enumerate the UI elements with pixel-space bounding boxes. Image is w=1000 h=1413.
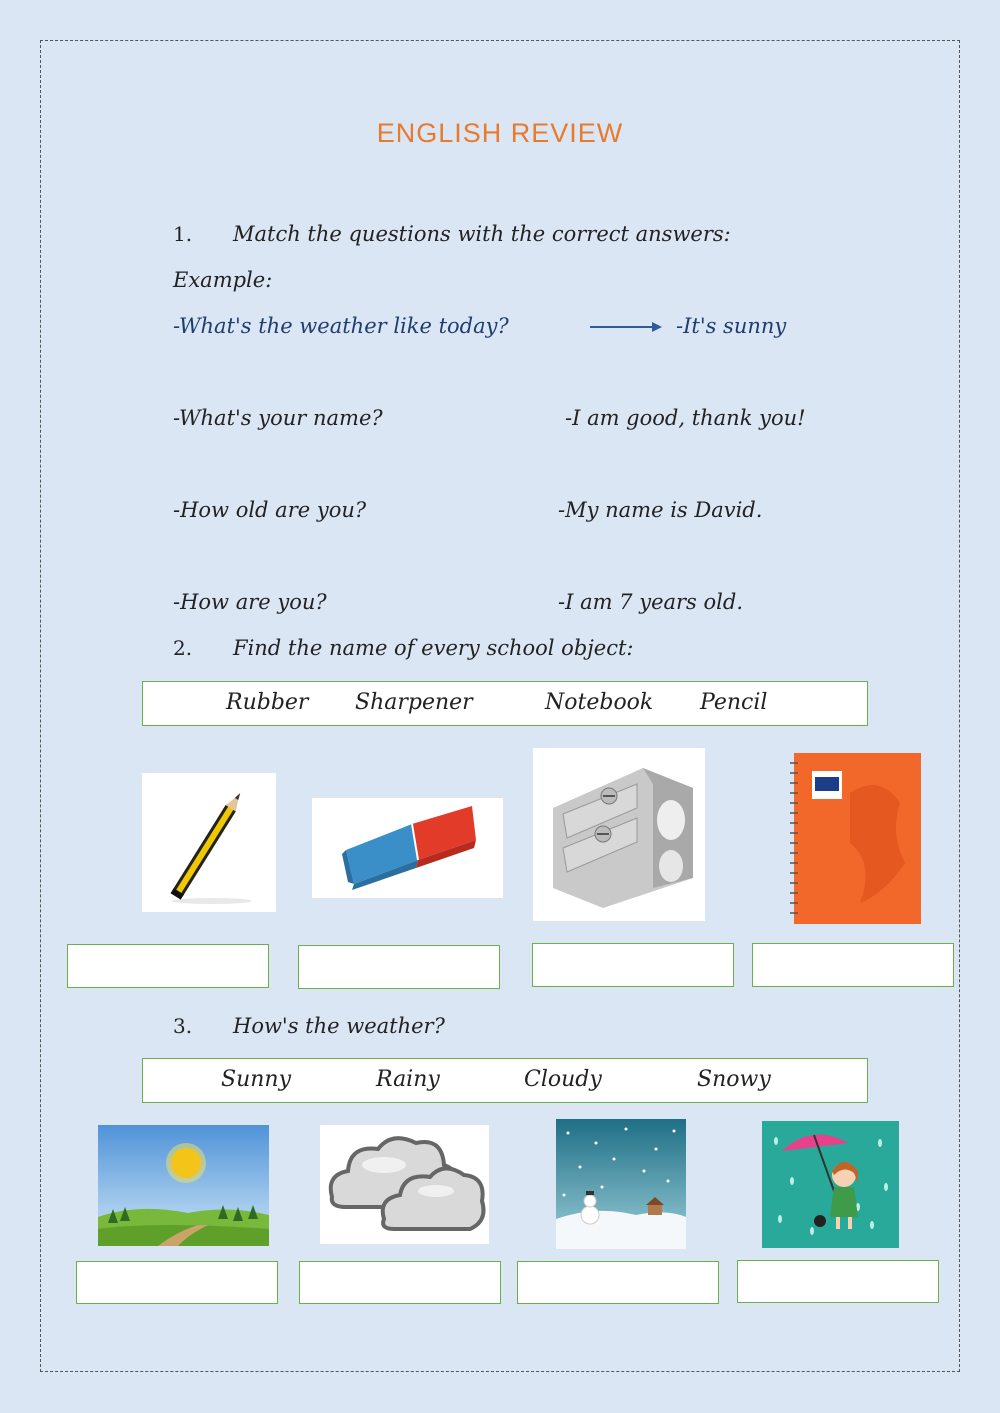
section3-instruction: How's the weather? (233, 1014, 445, 1038)
rainy-image (762, 1121, 899, 1248)
sharpener-image (533, 748, 705, 921)
rubber-image (312, 798, 503, 898)
weather-word-bank (142, 1058, 868, 1103)
question-3[interactable]: -How are you? (173, 590, 327, 614)
school-word-bank (142, 681, 868, 726)
word-sunny: Sunny (221, 1067, 292, 1092)
answer-2[interactable]: -My name is David. (558, 498, 763, 522)
question-1[interactable]: -What's your name? (173, 406, 383, 430)
answer-box-sharpener[interactable] (532, 943, 734, 987)
word-pencil: Pencil (700, 690, 768, 715)
word-notebook: Notebook (545, 690, 654, 715)
section2-instruction: Find the name of every school object: (233, 636, 634, 660)
word-rubber: Rubber (226, 690, 309, 715)
section3-number: 3. (173, 1014, 193, 1038)
arrow-icon (588, 318, 664, 336)
answer-box-pencil[interactable] (67, 944, 269, 988)
answer-1[interactable]: -I am good, thank you! (565, 406, 806, 430)
example-question: -What's the weather like today? (173, 314, 509, 338)
word-sharpener: Sharpener (355, 690, 473, 715)
section1-instruction: Match the questions with the correct answers: (233, 222, 731, 246)
word-snowy: Snowy (697, 1067, 771, 1092)
example-label: Example: (173, 268, 273, 292)
answer-box-sunny[interactable] (76, 1261, 278, 1304)
word-cloudy: Cloudy (524, 1067, 602, 1092)
word-rainy: Rainy (376, 1067, 440, 1092)
section2-number: 2. (173, 636, 193, 660)
cloudy-image (320, 1125, 489, 1244)
answer-box-rainy[interactable] (737, 1260, 939, 1303)
section1-number: 1. (173, 222, 193, 246)
question-2[interactable]: -How old are you? (173, 498, 367, 522)
pencil-image (142, 773, 276, 912)
page-title: ENGLISH REVIEW (376, 118, 624, 148)
snowy-image (556, 1119, 686, 1249)
sunny-image (98, 1125, 269, 1246)
answer-3[interactable]: -I am 7 years old. (558, 590, 743, 614)
answer-box-notebook[interactable] (752, 943, 954, 987)
answer-box-rubber[interactable] (298, 945, 500, 989)
example-answer: -It's sunny (676, 314, 787, 338)
answer-box-snowy[interactable] (517, 1261, 719, 1304)
notebook-image (790, 753, 921, 924)
answer-box-cloudy[interactable] (299, 1261, 501, 1304)
